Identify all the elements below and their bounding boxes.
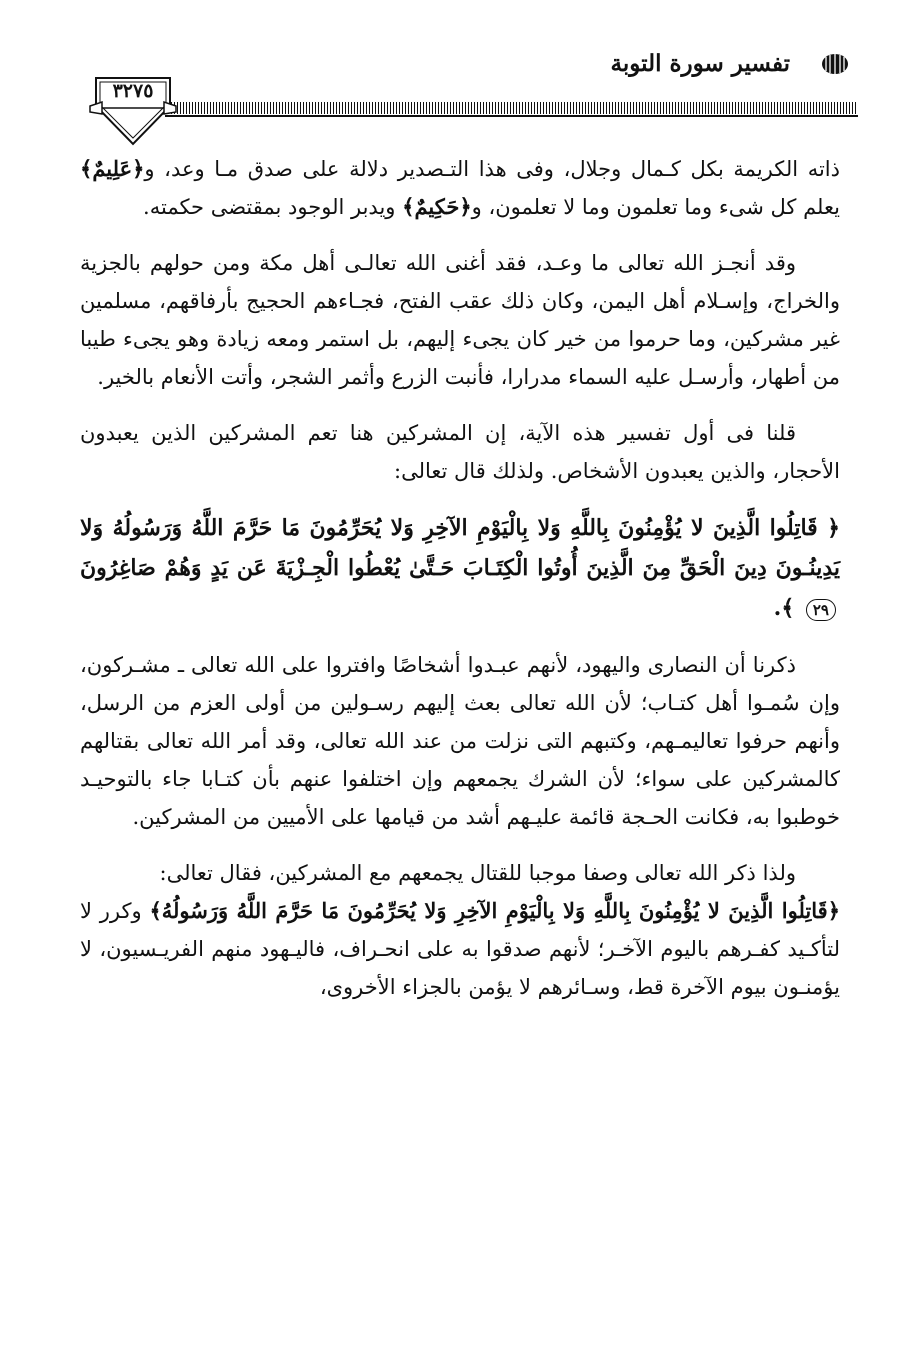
p1-text-c: ويدبر الوجود بمقتضى حكمته. xyxy=(143,195,396,219)
page-body xyxy=(80,150,840,1024)
term-hakim: حَكِيمٌ xyxy=(414,194,460,219)
quran-bracket-close: ﴾ xyxy=(149,898,162,923)
paragraph-1 xyxy=(80,150,840,226)
p5-text-b: وكرر لا لتأكـيد كفـرهم باليوم الآخـر؛ لأنهم صدقوا به على انحـراف، فاليـهود منهم الفريـسيون، لا يؤمنـون بيوم الآخرة قط، وسـائرهم لا يؤمن بالجزاء الأخروى، xyxy=(80,899,840,999)
header-divider xyxy=(165,102,858,114)
page-number-badge xyxy=(88,68,178,146)
quran-bracket-close: ﴾ xyxy=(80,156,93,181)
p5-text-a: ولذا ذكر الله تعالى وصفا موجبا للقتال يجمعهم مع المشركين، فقال تعالى: xyxy=(159,861,796,885)
page-number: ٣٢٧٥ xyxy=(112,80,154,102)
quran-bracket-close: ﴾ xyxy=(402,194,415,219)
paragraph-3: قلنا فى أول تفسير هذه الآية، إن المشركين هنا تعم المشركين الذين يعبدون الأحجار، والذين يعبدون الأشخاص. ولذلك قال تعالى: xyxy=(80,421,840,483)
quran-bracket-close: ﴾ xyxy=(781,595,795,621)
flower-ornament-icon xyxy=(820,52,850,76)
verse-29-end: . xyxy=(773,595,782,621)
quran-bracket-open: ﴿ xyxy=(827,515,840,541)
verse-29-quote: قَاتِلُوا الَّذِينَ لا يُؤْمِنُونَ بِاللَّهِ وَلا بِالْيَوْمِ الآخِرِ وَلا يُحَرِّمُونَ مَا حَرَّمَ اللَّهُ وَرَسُولُهُ xyxy=(161,898,828,923)
paragraph-2: وقد أنجـز الله تعالى ما وعـد، فقد أغنى الله تعالـى أهل مكة ومن حولهم بالجزية والخراج، وإسـلام أهل اليمن، وكان ذلك عقب الفتح، فجـاءهم الحجيج بأرفاقهم، مسلمين غير مشركين، وما حرموا من خير كان يجىء إليهم، بل استمر ومعه زيادة وهو يجىء طيبا من أطهار، وأرسـل عليه السماء مدرارا، فأنبت الزرع وأثمر الشجر، وأتت الأنعام بالخير. xyxy=(80,251,840,389)
p1-text-b: يعلم كل شىء وما تعلمون وما لا تعلمون، و xyxy=(471,195,840,219)
ayah-number: ٢٩ xyxy=(806,599,836,621)
quran-verse-29 xyxy=(80,508,840,628)
quran-bracket-open: ﴿ xyxy=(459,194,472,219)
p1-text-a: ذاته الكريمة بكل كـمال وجلال، وفى هذا التـصدير دلالة على صدق مـا وعد، و xyxy=(144,157,840,181)
paragraph-4: ذكرنا أن النصارى واليهود، لأنهم عبـدوا أشخاصًا وافتروا على الله تعالى ـ مشـركون، وإن سُمـوا أهل كتـاب؛ لأن الله تعالى بعث إليهم رسـولين من أولى العزم من الرسل، وأنهم حرفوا تعاليمـهم، وكتبهم التى نزلت من عند الله تعالى، وقد أمر الله تعالى بقتالهم كالمشركين على سواء؛ لأن الشرك يجمعهم وإن اختلفوا عنهم بأن كتـابا جاء بالتوحيـد خوطبوا به، فكانت الحـجة قائمة عليـهم أشد من قيامها على الأميين من المشركين. xyxy=(80,653,840,829)
quran-bracket-open: ﴿ xyxy=(827,898,840,923)
paragraph-5 xyxy=(80,854,840,1006)
header-title: تفسير سورة التوبة xyxy=(610,50,790,77)
quran-bracket-open: ﴿ xyxy=(132,156,145,181)
term-alim: عَلِيمٌ xyxy=(92,156,133,181)
verse-29-text: قَاتِلُوا الَّذِينَ لا يُؤْمِنُونَ بِاللَّهِ وَلا بِالْيَوْمِ الآخِرِ وَلا يُحَرِّمُونَ مَا حَرَّمَ اللَّهُ وَرَسُولُهُ وَلا يَدِينُـونَ دِينَ الْحَقِّ مِنَ الَّذِينَ أُوتُوا الْكِتَـابَ حَـتَّىٰ يُعْطُوا الْجِـزْيَةَ عَن يَدٍ وَهُمْ صَاغِرُونَ xyxy=(80,515,840,581)
page-header xyxy=(70,38,850,148)
